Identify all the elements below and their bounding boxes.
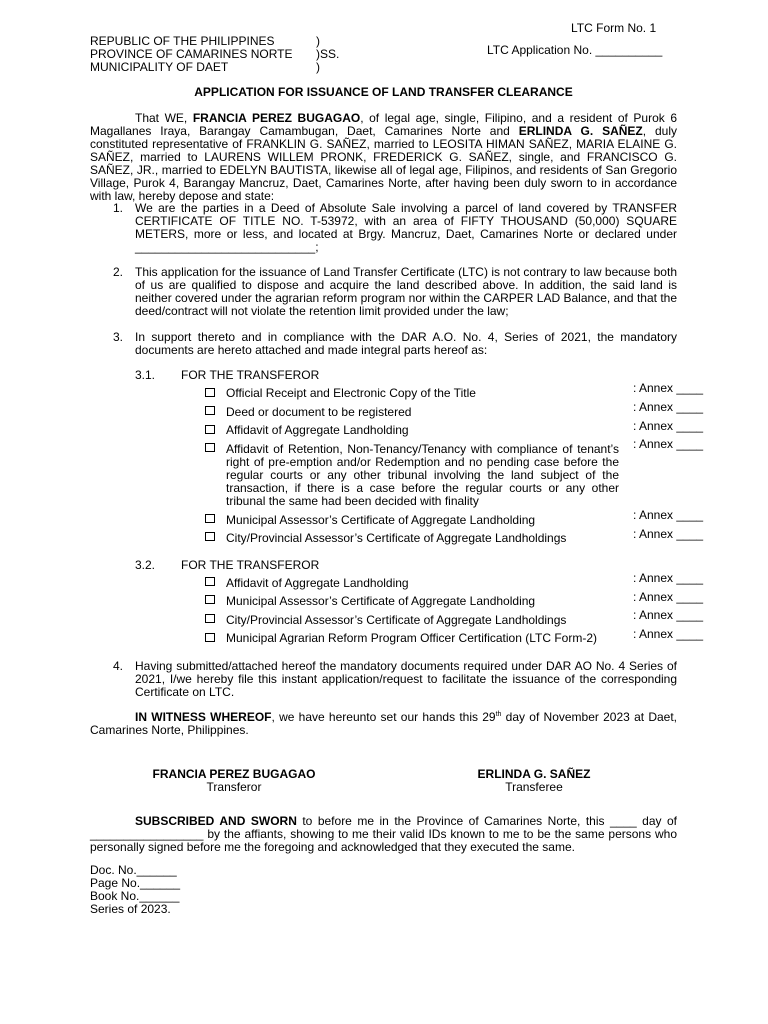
section-number: 3.2. <box>135 558 156 572</box>
signatory-name: ERLINDA G. SAÑEZ <box>477 767 591 781</box>
document-checkbox[interactable] <box>205 595 215 604</box>
annex-field: : Annex ____ <box>633 381 704 395</box>
transferor-name: FRANCIA PEREZ BUGAGAO <box>192 111 361 125</box>
item-1-text: We are the parties in a Deed of Absolute Sale involving a parcel of land covered by TRANSFER CERTIFICATE OF TITLE NO. T-53972, with an area of FIFTY THOUSAND (50,000) SQUARE METERS, more or less, and located at Brgy. Mancruz, Daet, Camarines Norte or declared under ___________________________; <box>135 201 677 254</box>
series-year: Series of 2023. <box>90 902 171 916</box>
intro-text: , of legal age, single, Filipino, and a resident of Purok 6 Magallanes Iraya, Barangay Camambugan, Daet, Camarines Norte and <box>90 111 678 138</box>
intro-text: , duly constituted representative of FRANKLIN G. SAÑEZ, married to LEOSITA HIMAN SAÑEZ, MARIA ELAINE G. SAÑEZ, married to LAURENS WILLEM PRONK, FREDERICK G. SAÑEZ, single, and FRANCISCO G. SAÑEZ, JR., married to EDELYN BAUTISTA, likewise all of legal age, Filipinos, and residents of San Gregorio Village, Purok 4, Barangay Mancruz, Daet, Camarines Norte, after having been duly sworn to in accordance with law, hereby depose and state: <box>90 124 677 203</box>
section-number: 3.1. <box>135 368 156 382</box>
venue-mark: )SS. <box>316 47 340 61</box>
witness-text: day of November 2023 at Daet, Camarines Norte, Philippines. <box>90 710 677 737</box>
document-checkbox[interactable] <box>205 425 215 434</box>
venue-province: PROVINCE OF CAMARINES NORTE <box>90 47 293 61</box>
venue-mark: ) <box>316 34 320 48</box>
item-number: 3. <box>113 330 124 344</box>
document-checkbox[interactable] <box>205 443 215 452</box>
document-label: Municipal Assessor’s Certificate of Aggregate Landholding <box>226 594 536 608</box>
intro-text: That WE, <box>135 111 193 125</box>
jurat-text: to before me in the Province of Camarines Norte, this ____ day of _________________ by the affiants, showing to me their valid IDs known to me to be the same persons who personally signed before me the foregoing and acknowledged that they executed the same. <box>90 814 677 854</box>
witness-superscript: th <box>495 711 502 718</box>
book-number: Book No.______ <box>90 889 180 903</box>
document-label: Affidavit of Aggregate Landholding <box>226 423 409 437</box>
document-title: APPLICATION FOR ISSUANCE OF LAND TRANSFER CLEARANCE <box>194 85 573 99</box>
document-label: Municipal Agrarian Reform Program Officer Certification (LTC Form-2) <box>226 631 597 645</box>
annex-field: : Annex ____ <box>633 508 704 522</box>
jurat-lead: SUBSCRIBED AND SWORN <box>135 814 297 828</box>
item-2-text: This application for the issuance of Land Transfer Certificate (LTC) is not contrary to law because both of us are qualified to dispose and acquire the land described above. In addition, the said land is neither covered under the agrarian reform program nor within the CARPER LAD Balance, and that the deed/contract will not violate the retention limit provided under the law; <box>135 265 677 318</box>
witness-text: , we have hereunto set our hands this 29 <box>271 710 496 724</box>
document-label: Municipal Assessor’s Certificate of Aggregate Landholding <box>226 513 536 527</box>
jurat-paragraph <box>90 815 677 854</box>
item-number: 4. <box>113 659 124 673</box>
document-label: City/Provincial Assessor’s Certificate of Aggregate Landholdings <box>226 531 567 545</box>
application-number: LTC Application No. __________ <box>487 43 663 57</box>
witness-paragraph <box>90 711 677 737</box>
venue-republic: REPUBLIC OF THE PHILIPPINES <box>90 34 275 48</box>
annex-field: : Annex ____ <box>633 608 704 622</box>
annex-field: : Annex ____ <box>633 527 704 541</box>
doc-number: Doc. No.______ <box>90 863 177 877</box>
item-3-text: In support thereto and in compliance with the DAR A.O. No. 4, Series of 2021, the mandatory documents are hereto attached and made integral parts hereof as: <box>135 330 677 357</box>
annex-field: : Annex ____ <box>633 419 704 433</box>
section-heading: FOR THE TRANSFEROR <box>181 558 320 572</box>
witness-lead: IN WITNESS WHEREOF <box>135 710 272 724</box>
transferee-name: ERLINDA G. SAÑEZ <box>518 124 643 138</box>
document-checkbox[interactable] <box>205 406 215 415</box>
document-label: Deed or document to be registered <box>226 405 412 419</box>
signatory-name: FRANCIA PEREZ BUGAGAO <box>152 767 316 781</box>
document-checkbox[interactable] <box>205 514 215 523</box>
venue-mark: ) <box>316 60 320 74</box>
section-heading: FOR THE TRANSFEROR <box>181 368 320 382</box>
document-label: Official Receipt and Electronic Copy of the Title <box>226 386 476 400</box>
signatory-role: Transferee <box>505 780 563 794</box>
item-4-text: Having submitted/attached hereof the mandatory documents required under DAR AO No. 4 Series of 2021, I/we hereby file this instant application/request to facilitate the issuance of the corresponding Certificate on LTC. <box>135 659 677 699</box>
document-checkbox[interactable] <box>205 614 215 623</box>
annex-field: : Annex ____ <box>633 590 704 604</box>
document-checkbox[interactable] <box>205 532 215 541</box>
signatory-role: Transferor <box>206 780 262 794</box>
annex-field: : Annex ____ <box>633 437 704 451</box>
document-label: Affidavit of Retention, Non-Tenancy/Tenancy with compliance of tenant’s right of pre-emption and/or Redemption and no pending case before the regular courts or any other tribunal involving the land subject of the transaction, if there is a case before the regular courts or any other tribunal the same had been decided with finality <box>226 442 619 508</box>
document-checkbox[interactable] <box>205 577 215 586</box>
annex-field: : Annex ____ <box>633 571 704 585</box>
form-number: LTC Form No. 1 <box>571 21 657 35</box>
document-checkbox[interactable] <box>205 388 215 397</box>
document-label: Affidavit of Aggregate Landholding <box>226 576 409 590</box>
document-checkbox[interactable] <box>205 633 215 642</box>
annex-field: : Annex ____ <box>633 400 704 414</box>
page-number: Page No.______ <box>90 876 181 890</box>
item-number: 1. <box>113 201 124 215</box>
venue-municipality: MUNICIPALITY OF DAET <box>90 60 229 74</box>
annex-field: : Annex ____ <box>633 627 704 641</box>
intro-paragraph <box>90 112 677 203</box>
item-number: 2. <box>113 265 124 279</box>
document-label: City/Provincial Assessor’s Certificate of Aggregate Landholdings <box>226 613 567 627</box>
